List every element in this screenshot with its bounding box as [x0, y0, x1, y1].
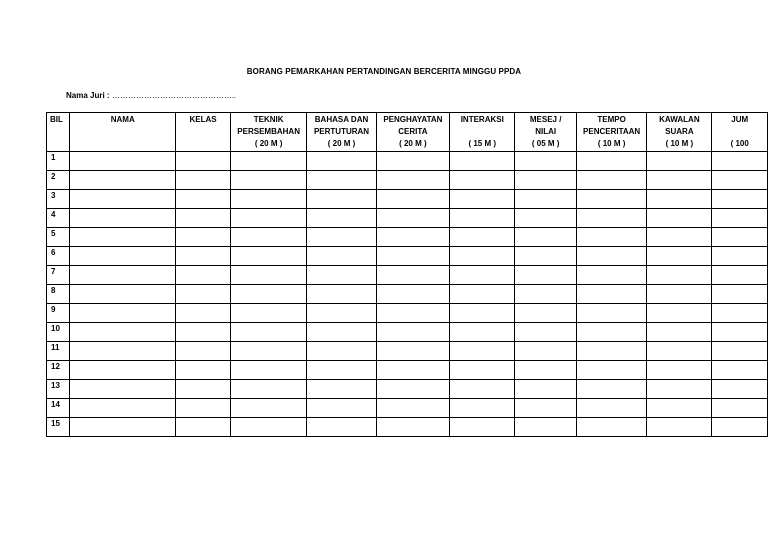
header-kelas: [176, 113, 231, 152]
score-cell[interactable]: [712, 418, 768, 437]
header-line: ( 20 M ): [399, 139, 427, 148]
header-line: INTERAKSI: [460, 115, 504, 124]
score-cell[interactable]: [70, 399, 176, 418]
score-cell[interactable]: [230, 228, 306, 247]
score-cell[interactable]: [230, 418, 306, 437]
score-cell[interactable]: [576, 285, 646, 304]
score-cell[interactable]: [450, 190, 515, 209]
row-number: 9: [47, 304, 70, 323]
score-cell[interactable]: [576, 323, 646, 342]
table-row: [47, 152, 768, 171]
row-number: 11: [47, 342, 70, 361]
score-cell[interactable]: [176, 228, 231, 247]
score-cell[interactable]: [576, 304, 646, 323]
table-row: [47, 418, 768, 437]
score-cell[interactable]: [515, 380, 576, 399]
score-cell[interactable]: [515, 209, 576, 228]
header-line: PENGHAYATAN: [383, 115, 443, 124]
score-cell[interactable]: [230, 209, 306, 228]
score-cell[interactable]: [712, 152, 768, 171]
score-cell[interactable]: [230, 247, 306, 266]
header-line: PENCERITAAN: [583, 127, 641, 136]
score-cell[interactable]: [576, 152, 646, 171]
score-cell[interactable]: [647, 247, 712, 266]
score-cell[interactable]: [712, 342, 768, 361]
header-row: [47, 113, 768, 152]
score-cell[interactable]: [450, 247, 515, 266]
score-cell[interactable]: [647, 285, 712, 304]
score-cell[interactable]: [515, 323, 576, 342]
score-cell[interactable]: [376, 190, 449, 209]
row-number: 10: [47, 323, 70, 342]
score-cell[interactable]: [376, 285, 449, 304]
table-row: [47, 342, 768, 361]
header-line: ( 05 M ): [531, 139, 560, 148]
score-cell[interactable]: [450, 380, 515, 399]
score-cell[interactable]: [376, 418, 449, 437]
score-cell[interactable]: [576, 228, 646, 247]
score-cell[interactable]: [376, 171, 449, 190]
score-cell[interactable]: [176, 323, 231, 342]
score-cell[interactable]: [376, 228, 449, 247]
score-cell[interactable]: [176, 190, 231, 209]
score-cell[interactable]: [712, 209, 768, 228]
header-line: [450, 126, 514, 138]
row-number: 12: [47, 361, 70, 380]
score-cell[interactable]: [70, 171, 176, 190]
header-line: MESEJ /: [529, 115, 562, 124]
score-cell[interactable]: [176, 304, 231, 323]
judge-name-blank: ………………………………………..: [111, 91, 237, 100]
score-cell[interactable]: [712, 380, 768, 399]
header-line: KELAS: [189, 115, 217, 124]
score-cell[interactable]: [450, 323, 515, 342]
score-cell[interactable]: [712, 285, 768, 304]
header-line: TEMPO: [597, 115, 626, 124]
score-cell[interactable]: [70, 418, 176, 437]
header-interaksi: [450, 113, 515, 152]
score-cell[interactable]: [576, 171, 646, 190]
row-number: 3: [47, 190, 70, 209]
score-cell[interactable]: [576, 380, 646, 399]
header-mesej-nilai: [515, 113, 576, 152]
row-number: 4: [47, 209, 70, 228]
score-cell[interactable]: [307, 247, 376, 266]
score-cell[interactable]: [176, 266, 231, 285]
score-cell[interactable]: [230, 380, 306, 399]
score-cell[interactable]: [712, 247, 768, 266]
score-cell[interactable]: [450, 399, 515, 418]
header-tempo-penceritaan: [576, 113, 646, 152]
header-line: NAMA: [110, 115, 135, 124]
table-row: [47, 323, 768, 342]
score-cell[interactable]: [576, 361, 646, 380]
score-cell[interactable]: [515, 152, 576, 171]
row-number: 5: [47, 228, 70, 247]
score-cell[interactable]: [576, 266, 646, 285]
score-cell[interactable]: [712, 323, 768, 342]
score-cell[interactable]: [647, 304, 712, 323]
row-number: 7: [47, 266, 70, 285]
header-line: KAWALAN: [659, 115, 700, 124]
score-cell[interactable]: [647, 266, 712, 285]
score-cell[interactable]: [70, 152, 176, 171]
score-cell[interactable]: [712, 190, 768, 209]
score-cell[interactable]: [515, 418, 576, 437]
score-cell[interactable]: [712, 399, 768, 418]
score-cell[interactable]: [647, 152, 712, 171]
score-cell[interactable]: [515, 361, 576, 380]
score-cell[interactable]: [230, 399, 306, 418]
score-cell[interactable]: [712, 304, 768, 323]
score-cell[interactable]: [307, 209, 376, 228]
score-cell[interactable]: [647, 380, 712, 399]
header-line: ( 10 M ): [597, 139, 626, 148]
score-cell[interactable]: [450, 152, 515, 171]
score-cell[interactable]: [230, 190, 306, 209]
score-cell[interactable]: [450, 209, 515, 228]
score-cell[interactable]: [70, 342, 176, 361]
score-cell[interactable]: [176, 418, 231, 437]
header-line: ( 10 M ): [665, 139, 694, 148]
score-cell[interactable]: [70, 190, 176, 209]
score-cell[interactable]: [307, 399, 376, 418]
row-number: 6: [47, 247, 70, 266]
header-line: CERITA: [398, 127, 428, 136]
score-cell[interactable]: [70, 323, 176, 342]
score-cell[interactable]: [450, 304, 515, 323]
score-cell[interactable]: [576, 209, 646, 228]
judge-name-label: Nama Juri :: [66, 91, 110, 100]
header-line: PERSEMBAHAN: [237, 127, 300, 136]
score-cell[interactable]: [230, 304, 306, 323]
table-row: [47, 171, 768, 190]
score-cell[interactable]: [647, 399, 712, 418]
score-cell[interactable]: [70, 380, 176, 399]
table-row: [47, 361, 768, 380]
score-cell[interactable]: [176, 247, 231, 266]
table-row: [47, 399, 768, 418]
score-cell[interactable]: [515, 399, 576, 418]
score-cell[interactable]: [176, 399, 231, 418]
row-number: 15: [47, 418, 70, 437]
score-cell[interactable]: [376, 247, 449, 266]
scoring-table: [46, 112, 768, 437]
score-cell[interactable]: [647, 342, 712, 361]
score-cell[interactable]: [307, 171, 376, 190]
score-cell[interactable]: [70, 247, 176, 266]
score-cell[interactable]: [450, 171, 515, 190]
header-nama: [70, 113, 176, 152]
score-cell[interactable]: [647, 418, 712, 437]
judge-name-line: [66, 91, 236, 100]
score-cell[interactable]: [515, 228, 576, 247]
header-penghayatan-cerita: [376, 113, 449, 152]
header-line: TEKNIK: [253, 115, 284, 124]
score-cell[interactable]: [307, 266, 376, 285]
score-cell[interactable]: [307, 380, 376, 399]
score-cell[interactable]: [176, 342, 231, 361]
header-line: NILAI: [535, 127, 557, 136]
score-cell[interactable]: [230, 171, 306, 190]
table-row: [47, 209, 768, 228]
score-cell[interactable]: [176, 152, 231, 171]
header-bil: [47, 113, 70, 152]
score-cell[interactable]: [70, 228, 176, 247]
score-cell[interactable]: [307, 285, 376, 304]
table-body: [47, 152, 768, 437]
score-cell[interactable]: [450, 361, 515, 380]
score-cell[interactable]: [307, 190, 376, 209]
row-number: 2: [47, 171, 70, 190]
score-cell[interactable]: [176, 361, 231, 380]
table-row: [47, 266, 768, 285]
score-cell[interactable]: [376, 209, 449, 228]
score-cell[interactable]: [576, 190, 646, 209]
score-cell[interactable]: [647, 190, 712, 209]
header-line: SUARA: [665, 127, 694, 136]
score-cell[interactable]: [515, 304, 576, 323]
score-cell[interactable]: [176, 209, 231, 228]
score-cell[interactable]: [307, 152, 376, 171]
score-cell[interactable]: [712, 171, 768, 190]
score-cell[interactable]: [450, 342, 515, 361]
score-cell[interactable]: [647, 209, 712, 228]
score-cell[interactable]: [576, 247, 646, 266]
score-cell[interactable]: [307, 323, 376, 342]
score-cell[interactable]: [576, 418, 646, 437]
score-cell[interactable]: [307, 228, 376, 247]
score-cell[interactable]: [515, 285, 576, 304]
score-cell[interactable]: [70, 266, 176, 285]
score-cell[interactable]: [230, 361, 306, 380]
score-cell[interactable]: [376, 342, 449, 361]
header-line: ( 20 M ): [254, 139, 283, 148]
header-jumlah: [712, 113, 768, 152]
score-cell[interactable]: [515, 266, 576, 285]
score-cell[interactable]: [70, 285, 176, 304]
table-row: [47, 285, 768, 304]
header-line: BAHASA DAN: [314, 115, 369, 124]
table-row: [47, 190, 768, 209]
score-cell[interactable]: [376, 380, 449, 399]
score-cell[interactable]: [307, 342, 376, 361]
table-row: [47, 380, 768, 399]
score-cell[interactable]: [176, 285, 231, 304]
score-cell[interactable]: [515, 171, 576, 190]
score-cell[interactable]: [647, 228, 712, 247]
score-cell[interactable]: [230, 342, 306, 361]
header-kawalan-suara: [647, 113, 712, 152]
row-number: 13: [47, 380, 70, 399]
score-cell[interactable]: [230, 266, 306, 285]
row-number: 14: [47, 399, 70, 418]
header-line: ( 15 M ): [468, 139, 497, 148]
score-cell[interactable]: [70, 209, 176, 228]
score-cell[interactable]: [450, 228, 515, 247]
row-number: 1: [47, 152, 70, 171]
score-cell[interactable]: [230, 285, 306, 304]
score-cell[interactable]: [576, 342, 646, 361]
score-cell[interactable]: [450, 418, 515, 437]
score-cell[interactable]: [515, 342, 576, 361]
score-cell[interactable]: [712, 228, 768, 247]
score-cell[interactable]: [647, 361, 712, 380]
score-cell[interactable]: [450, 285, 515, 304]
row-number: 8: [47, 285, 70, 304]
header-line: JUM: [731, 115, 749, 124]
header-line: BIL: [50, 115, 63, 124]
score-cell[interactable]: [515, 190, 576, 209]
header-line: [712, 126, 767, 138]
score-cell[interactable]: [376, 399, 449, 418]
score-cell[interactable]: [230, 152, 306, 171]
table-row: [47, 247, 768, 266]
score-cell[interactable]: [376, 266, 449, 285]
score-cell[interactable]: [376, 361, 449, 380]
header-bahasa-dan-pertuturan: [307, 113, 376, 152]
score-cell[interactable]: [376, 323, 449, 342]
header-line: ( 20 M ): [327, 139, 356, 148]
table-row: [47, 228, 768, 247]
header-teknik-persembahan: [230, 113, 306, 152]
header-line: ( 100: [730, 139, 749, 148]
score-cell[interactable]: [576, 399, 646, 418]
score-cell[interactable]: [307, 418, 376, 437]
header-line: PERTUTURAN: [313, 127, 370, 136]
score-cell[interactable]: [376, 152, 449, 171]
score-cell[interactable]: [176, 380, 231, 399]
score-cell[interactable]: [647, 171, 712, 190]
score-cell[interactable]: [70, 304, 176, 323]
score-cell[interactable]: [647, 323, 712, 342]
score-cell[interactable]: [70, 361, 176, 380]
score-cell[interactable]: [307, 304, 376, 323]
score-cell[interactable]: [712, 361, 768, 380]
score-cell[interactable]: [176, 171, 231, 190]
form-title: BORANG PEMARKAHAN PERTANDINGAN BERCERITA MINGGU PPDA: [246, 67, 522, 76]
score-cell[interactable]: [515, 247, 576, 266]
score-cell[interactable]: [376, 304, 449, 323]
score-cell[interactable]: [230, 323, 306, 342]
score-cell[interactable]: [307, 361, 376, 380]
score-cell[interactable]: [450, 266, 515, 285]
score-cell[interactable]: [712, 266, 768, 285]
table-row: [47, 304, 768, 323]
